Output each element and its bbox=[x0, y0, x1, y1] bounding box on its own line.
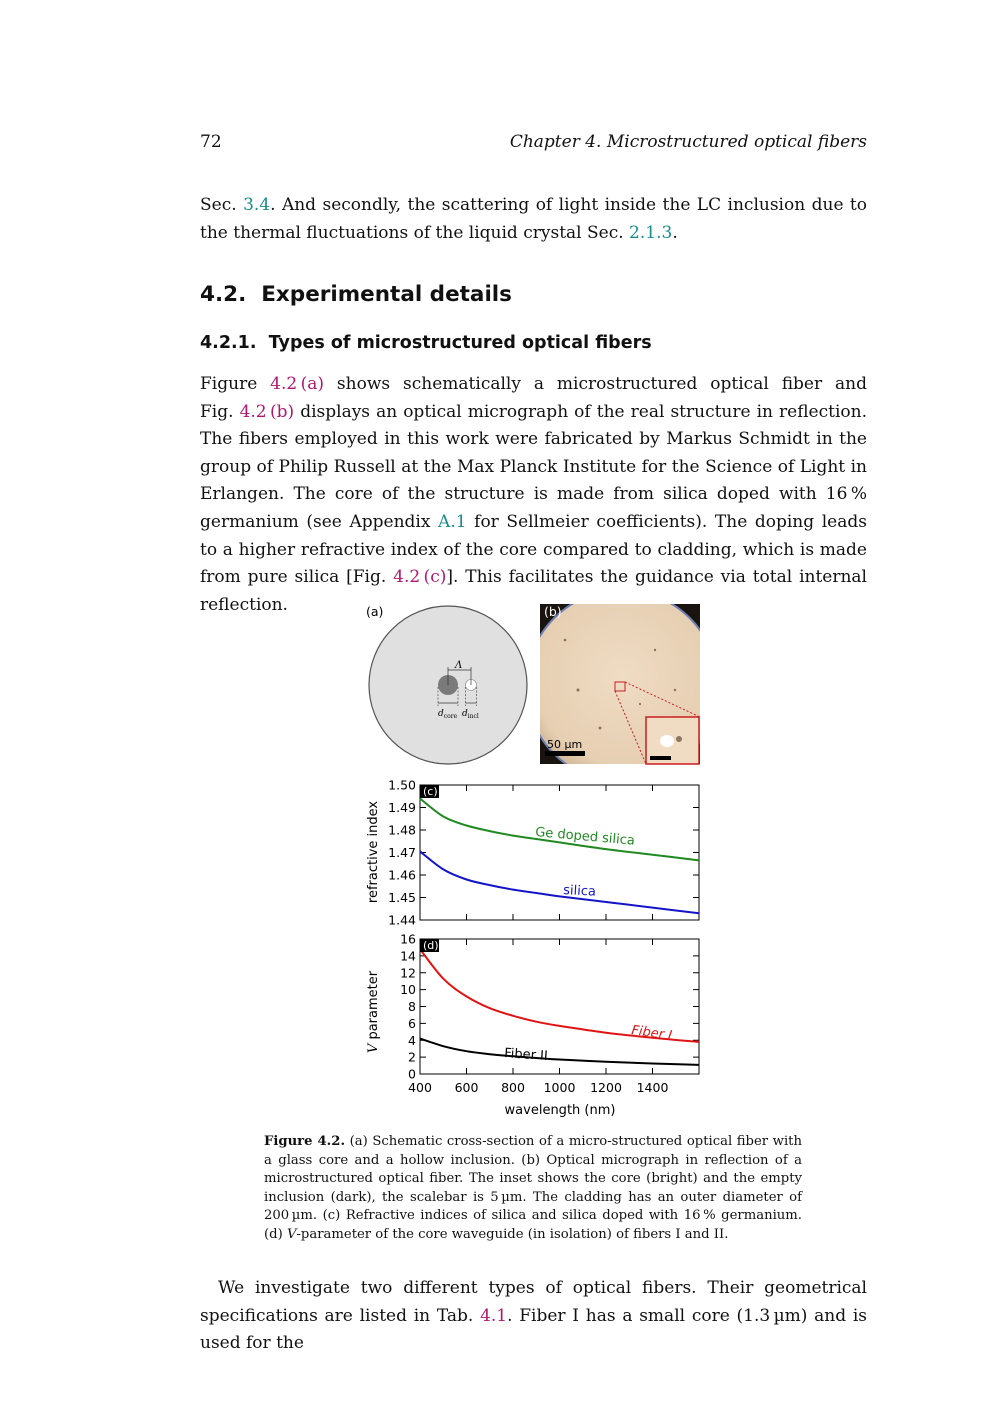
xlabel-wavelength: wavelength (nm) bbox=[504, 1103, 616, 1118]
ref-appendix-a1[interactable]: A.1 bbox=[438, 511, 467, 532]
scalebar bbox=[545, 751, 585, 756]
x-tick-label: 1200 bbox=[590, 1080, 622, 1095]
y-tick-label: 1.46 bbox=[388, 867, 416, 883]
page-number: 72 bbox=[200, 132, 222, 152]
y-tick-label: 1.44 bbox=[388, 912, 416, 928]
label-fiber-i: Fiber I bbox=[630, 1023, 673, 1044]
label-ge-doped-silica: Ge doped silica bbox=[534, 825, 636, 849]
y-tick-label: 1.48 bbox=[388, 822, 416, 838]
pitch-label: Λ bbox=[455, 660, 463, 671]
section-title: Experimental details bbox=[261, 282, 512, 307]
caption-text: (a) Schematic cross-section of a micro-structured optical fiber with a glass core and a hollow inclusion. (b) Optical micrograph in reflection of a microstructured optical fiber. The inset shows the core (bright) and the empty inclusion (dark), the scalebar is 5 µm. The cladding has an outer diameter of 200 µm. (c) Refractive indices of silica and silica doped with 16 % germanium. (d) bbox=[264, 1134, 802, 1242]
ref-sec-2-1-3[interactable]: 2.1.3 bbox=[629, 222, 673, 243]
plot-d-frame bbox=[420, 939, 699, 1074]
ylabel-refractive-index: refractive index bbox=[366, 800, 381, 904]
y-tick-label: 0 bbox=[408, 1066, 416, 1082]
p2-text-2: . Fiber I has a small core (1.3 µm) and is used for the bbox=[200, 1305, 867, 1354]
label-fiber-ii: Fiber II bbox=[503, 1046, 549, 1065]
p1-text-4: for Sellmeier coefficients). The doping leads to a higher refractive index of the core compared to cladding, which is made from pure silica [Fig. bbox=[200, 511, 867, 588]
y-tick-label: 16 bbox=[400, 931, 416, 947]
intro-text-1: Sec. bbox=[200, 195, 244, 215]
panel-c bbox=[366, 778, 699, 928]
ylabel-v-parameter: V parameter bbox=[366, 970, 381, 1054]
panel-b-label: (b) bbox=[544, 604, 562, 619]
p1-text-1: Figure bbox=[200, 374, 271, 394]
inset-inclusion-dark bbox=[676, 736, 682, 742]
x-tick-label: 800 bbox=[501, 1080, 525, 1095]
d-core-label: $d_{core}$ bbox=[438, 709, 458, 720]
figure-caption bbox=[264, 1133, 802, 1245]
ref-sec-3-4[interactable]: 3.4 bbox=[243, 195, 271, 215]
panel-d-label: (d) bbox=[423, 939, 439, 952]
subsection-title: Types of microstructured optical fibers bbox=[268, 333, 652, 353]
intro-text-2: . And secondly, the scattering of light inside the LC inclusion due to the thermal fluctuations of the liquid crystal Sec. bbox=[200, 195, 867, 243]
caption-label: Figure 4.2. bbox=[264, 1134, 346, 1149]
y-tick-label: 1.50 bbox=[388, 777, 416, 793]
label-silica: silica bbox=[562, 883, 597, 900]
x-tick-label: 600 bbox=[454, 1080, 479, 1095]
scalebar-label: 50 µm bbox=[547, 738, 583, 751]
ref-fig-4-2c[interactable]: 4.2 (c) bbox=[393, 567, 447, 588]
x-tick-label: 1400 bbox=[636, 1080, 669, 1095]
y-tick-label: 8 bbox=[408, 999, 416, 1014]
panel-a bbox=[366, 604, 527, 764]
panel-c-label: (c) bbox=[423, 785, 438, 798]
ref-tab-4-1[interactable]: 4.1 bbox=[480, 1305, 508, 1326]
x-tick-label: 1000 bbox=[543, 1080, 576, 1095]
y-tick-label: 1.47 bbox=[388, 845, 416, 860]
plot-c-frame bbox=[420, 785, 699, 920]
subsection-number: 4.2.1. bbox=[200, 333, 257, 353]
p1-text-5: ]. This facilitates the guidance via total internal reflection. bbox=[200, 567, 867, 615]
y-tick-label: 4 bbox=[408, 1032, 416, 1048]
ref-fig-4-2a[interactable]: 4.2 (a) bbox=[270, 374, 325, 394]
panel-a-label: (a) bbox=[366, 604, 384, 619]
section-number: 4.2. bbox=[200, 282, 247, 307]
ref-fig-4-2b[interactable]: 4.2 (b) bbox=[239, 401, 295, 422]
y-tick-label: 1.49 bbox=[388, 800, 416, 815]
d-incl-label: $d_{incl}$ bbox=[462, 709, 479, 720]
y-tick-label: 6 bbox=[408, 1015, 416, 1031]
y-tick-label: 1.45 bbox=[388, 890, 416, 905]
caption-v-symbol: V bbox=[286, 1226, 297, 1242]
running-title: Chapter 4. Microstructured optical fibers bbox=[509, 132, 867, 152]
panel-b bbox=[526, 590, 718, 782]
body-paragraph-2 bbox=[200, 1275, 867, 1358]
intro-text-3: . bbox=[672, 222, 678, 243]
y-tick-label: 14 bbox=[400, 948, 416, 964]
y-tick-label: 12 bbox=[400, 965, 416, 981]
y-tick-label: 10 bbox=[400, 982, 416, 998]
inset-scalebar bbox=[650, 756, 671, 760]
p1-text-3: displays an optical micrograph of the real structure in reflection. The fibers employed in this work were fabricated by Markus Schmidt in the group of Philip Russell at the Max Planck Institute for the Science of Light in Erlangen. The core of the structure is made from silica doped with 16 % germanium (see Appendix bbox=[200, 401, 867, 532]
x-tick-label: 400 bbox=[408, 1080, 432, 1095]
inset-core-bright bbox=[660, 735, 674, 747]
caption-text-2: -parameter of the core waveguide (in isolation) of fibers I and II. bbox=[296, 1226, 729, 1242]
p2-text-1: We investigate two different types of optical fibers. Their geometrical specifications are listed in Tab. bbox=[200, 1278, 867, 1326]
p1-text-2: shows schematically a microstructured optical fiber and Fig. bbox=[200, 374, 867, 422]
panel-d bbox=[366, 932, 699, 1119]
y-tick-label: 2 bbox=[408, 1049, 416, 1065]
